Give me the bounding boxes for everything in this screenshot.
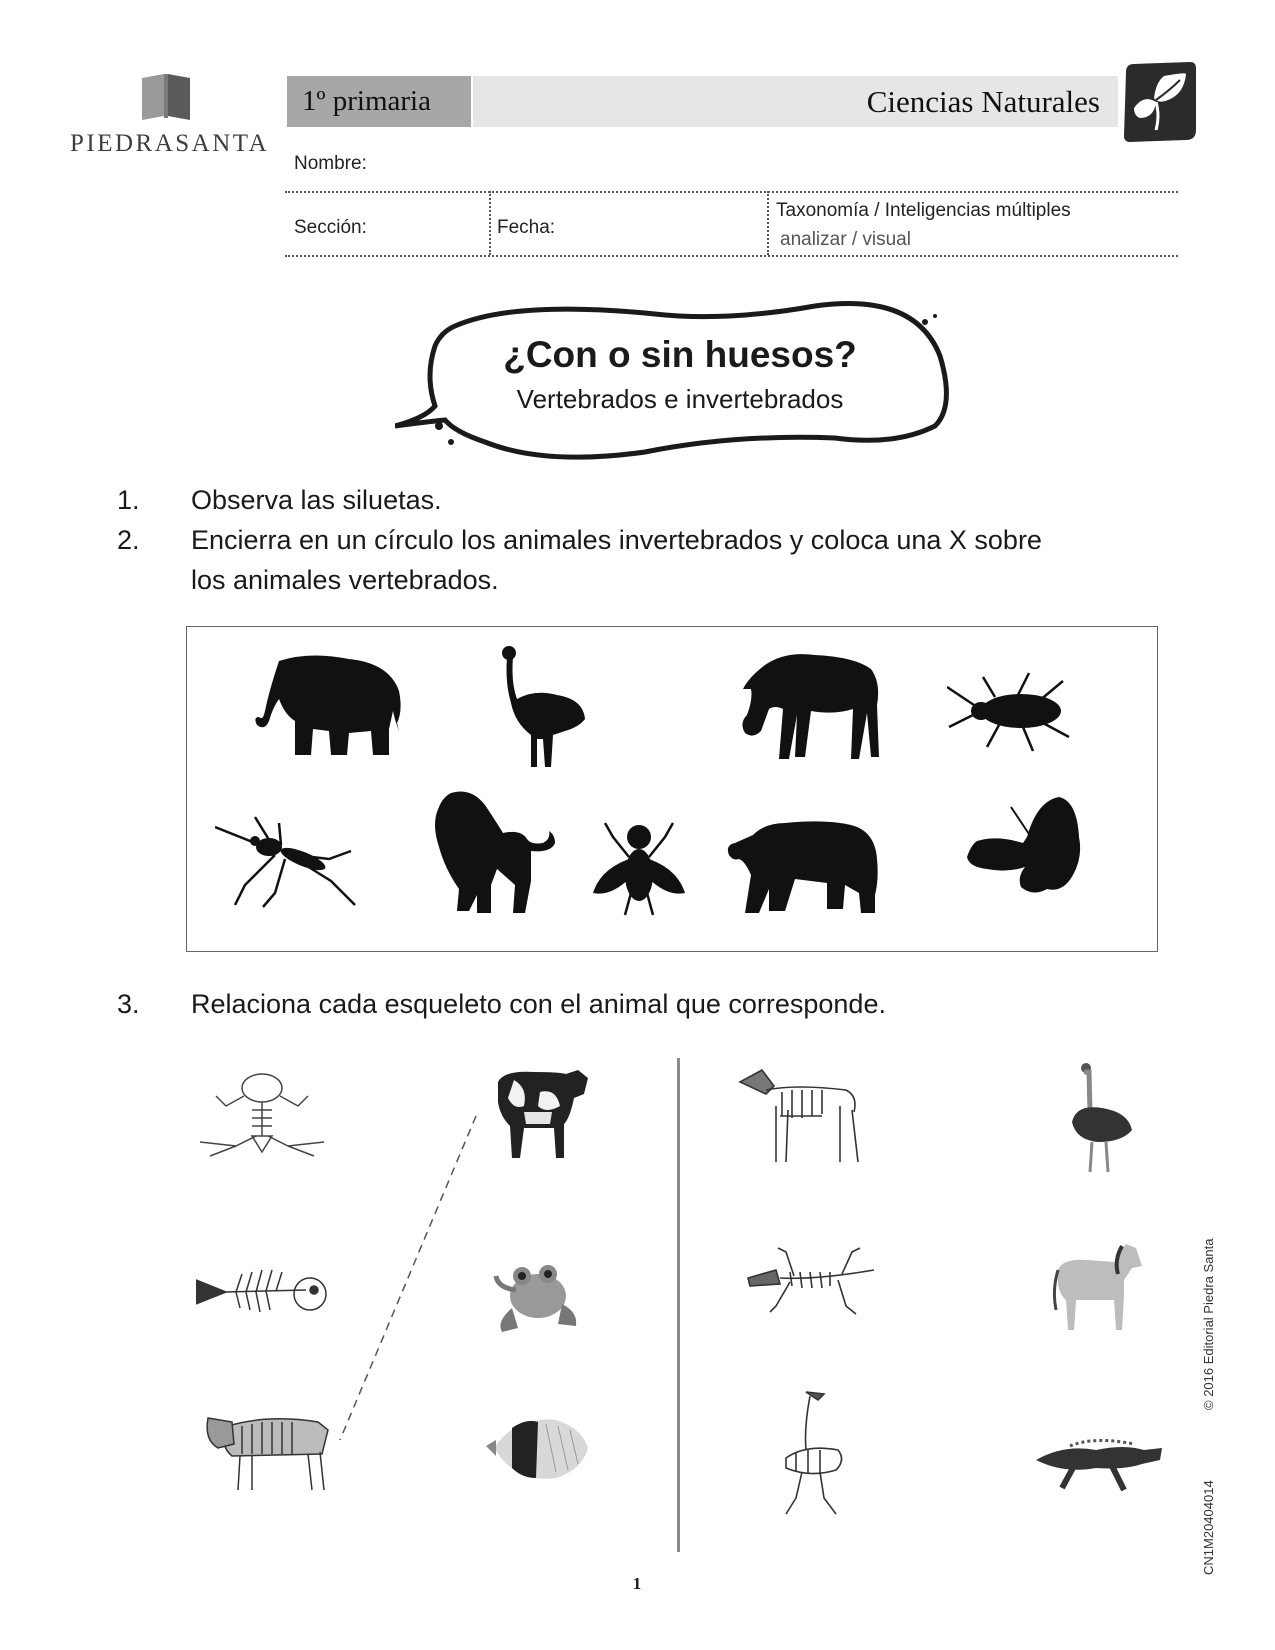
instruction-number: 2. bbox=[117, 525, 140, 555]
divider-line bbox=[489, 191, 491, 255]
document-code: CN1M20404014 bbox=[1201, 1480, 1216, 1575]
page-number: 1 bbox=[632, 1574, 642, 1593]
fish-skeleton-icon[interactable] bbox=[196, 1270, 326, 1312]
grade-label: 1º primaria bbox=[287, 76, 471, 127]
silhouettes-panel bbox=[186, 626, 1158, 952]
mosquito-icon[interactable] bbox=[215, 817, 355, 907]
instruction-text: Observa las siluetas. bbox=[191, 485, 442, 515]
cockroach-icon[interactable] bbox=[947, 673, 1069, 751]
date-label: Fecha: bbox=[497, 217, 556, 238]
example-match-line bbox=[340, 1116, 476, 1440]
ostrich-icon[interactable] bbox=[502, 646, 585, 767]
section-label: Sección: bbox=[294, 217, 367, 238]
instruction-number: 3. bbox=[117, 989, 140, 1019]
taxonomy-label: Taxonomía / Inteligencias múltiples bbox=[776, 200, 1071, 221]
cow-icon[interactable] bbox=[498, 1070, 588, 1158]
frog-icon[interactable] bbox=[496, 1265, 576, 1332]
cow-skeleton-icon[interactable] bbox=[207, 1418, 328, 1490]
worksheet-title: ¿Con o sin huesos? bbox=[503, 334, 857, 375]
divider-line bbox=[285, 255, 1178, 257]
divider-line bbox=[767, 191, 769, 255]
title-badge-frame bbox=[395, 296, 965, 466]
horse-icon[interactable] bbox=[742, 654, 879, 759]
crocodile-icon[interactable] bbox=[1036, 1440, 1162, 1490]
horse-skeleton-icon[interactable] bbox=[740, 1070, 858, 1162]
ostrich-skeleton-icon[interactable] bbox=[786, 1392, 842, 1514]
name-label: Nombre: bbox=[294, 153, 367, 174]
taxonomy-detail: analizar / visual bbox=[780, 229, 911, 250]
leaf-icon bbox=[1120, 60, 1198, 144]
publisher-logo bbox=[70, 72, 270, 162]
fly-icon[interactable] bbox=[593, 823, 685, 915]
section-divider bbox=[677, 1058, 680, 1552]
subject-title: Ciencias Naturales bbox=[473, 76, 1118, 127]
crocodile-skeleton-icon[interactable] bbox=[748, 1248, 874, 1314]
worksheet-subtitle: Vertebrados e invertebrados bbox=[516, 384, 844, 414]
brand-name: PIEDRASANTA bbox=[70, 130, 270, 157]
instruction-text: Relaciona cada esqueleto con el animal que corresponde. bbox=[191, 989, 886, 1019]
copyright-text: © 2016 Editorial Piedra Santa bbox=[1201, 1238, 1216, 1410]
instruction-number: 1. bbox=[117, 485, 140, 515]
instruction-text: los animales vertebrados. bbox=[191, 565, 499, 595]
elephant-icon[interactable] bbox=[249, 651, 407, 763]
butterflyfish-icon[interactable] bbox=[486, 1420, 588, 1479]
book-logo-icon bbox=[138, 72, 194, 122]
divider-line bbox=[285, 191, 1178, 193]
horse-icon[interactable] bbox=[1054, 1244, 1142, 1330]
ostrich-icon[interactable] bbox=[1072, 1063, 1132, 1172]
bear-icon[interactable] bbox=[728, 821, 878, 913]
butterfly-icon[interactable] bbox=[967, 797, 1080, 893]
lion-icon[interactable] bbox=[435, 792, 555, 914]
instruction-text: Encierra en un círculo los animales invertebrados y coloca una X sobre bbox=[191, 525, 1042, 555]
frog-skeleton-icon[interactable] bbox=[200, 1074, 324, 1156]
